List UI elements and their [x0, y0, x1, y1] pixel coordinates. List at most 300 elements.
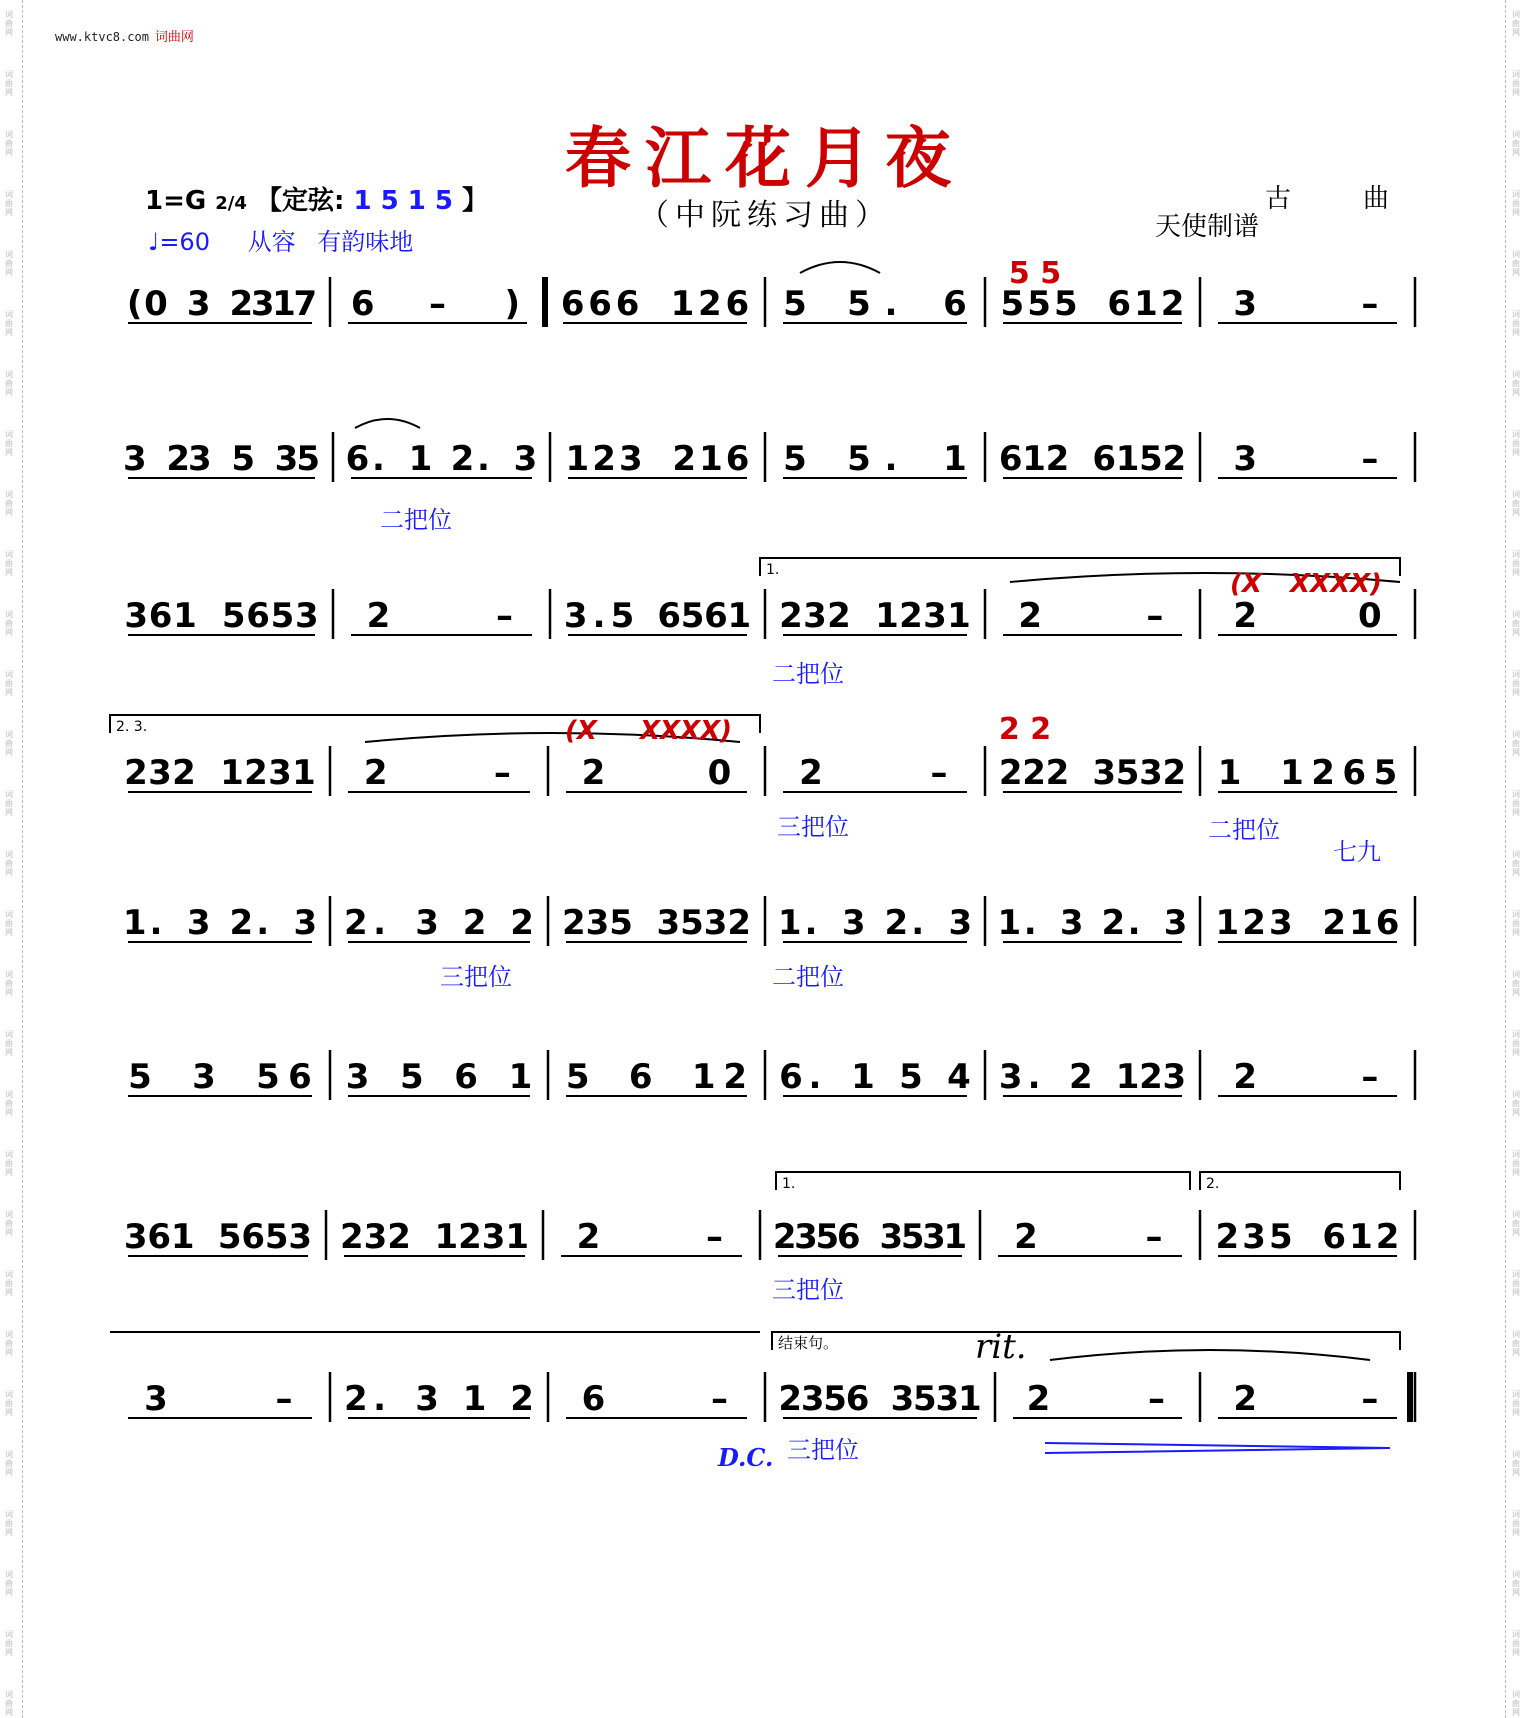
watermark-glyphs: 词 曲 网	[5, 550, 13, 577]
jianpu-note: 2	[1215, 1217, 1240, 1257]
position-annotation: 二把位	[772, 660, 844, 688]
jianpu-note: 2	[698, 284, 722, 324]
watermark-glyphs: 词 曲 网	[1512, 1630, 1520, 1657]
jianpu-note: 2	[344, 903, 368, 943]
jianpu-note: 1	[505, 1217, 530, 1257]
jianpu-note: 1	[122, 903, 147, 943]
jianpu-note: –	[496, 596, 513, 636]
jianpu-note: 3	[1268, 903, 1293, 943]
time-signature: 2/4	[215, 193, 247, 214]
watermark-glyphs: 词 曲 网	[1512, 970, 1520, 997]
jianpu-note: 5	[680, 596, 705, 636]
tuning-label: 【定弦:	[255, 186, 345, 216]
jianpu-note: 3	[345, 1057, 370, 1097]
watermark-glyphs: 词 曲 网	[5, 1570, 13, 1597]
jianpu-note: .	[256, 903, 270, 943]
jianpu-note: 6	[628, 1057, 653, 1097]
watermark-glyphs: 词 曲 网	[1512, 10, 1520, 37]
jianpu-note: 5	[610, 596, 635, 636]
jianpu-note: 1	[1134, 284, 1158, 324]
watermark-glyphs: 词 曲 网	[1512, 850, 1520, 877]
volta-label: 1.	[766, 562, 780, 578]
jianpu-note: 5	[815, 1217, 840, 1257]
jianpu-note: 3	[703, 903, 728, 943]
jianpu-note: 2	[1014, 1217, 1038, 1257]
jianpu-note: –	[711, 1379, 728, 1419]
jianpu-note: 1	[272, 284, 296, 324]
jianpu-note: 6	[615, 284, 640, 324]
site-name[interactable]: 词曲网	[154, 30, 194, 45]
watermark-glyphs: 词 曲 网	[1512, 1510, 1520, 1537]
jianpu-note: 5	[221, 596, 246, 636]
watermark-glyphs: 词 曲 网	[5, 310, 13, 337]
jianpu-note: 5	[565, 1057, 590, 1097]
key-signature: 1=G	[145, 186, 207, 216]
jianpu-note: 2	[827, 596, 851, 636]
fingering-annotation: 七九	[1333, 838, 1381, 866]
jianpu-note: 3	[1059, 903, 1084, 943]
position-annotation: 三把位	[777, 813, 849, 841]
jianpu-note: 2	[339, 1217, 364, 1257]
jianpu-note: 3	[879, 1217, 904, 1257]
expression-1: 从容	[247, 228, 296, 256]
jianpu-note: 1	[1215, 903, 1240, 943]
jianpu-note: 5	[900, 1217, 925, 1257]
jianpu-note: 2	[778, 1379, 803, 1419]
jianpu-note: 5	[783, 439, 807, 479]
song-title: 春江花月夜	[565, 119, 965, 197]
jianpu-note: .	[373, 1379, 387, 1419]
jianpu-note: 5	[296, 439, 321, 479]
tuning-notes: 1 5 1 5	[353, 186, 453, 216]
jianpu-note: 2	[1375, 1217, 1400, 1257]
jianpu-note: 1	[699, 439, 723, 479]
jianpu-note: 5	[1268, 1217, 1293, 1257]
jianpu-note: 5	[899, 1057, 923, 1097]
jianpu-note: 2	[1242, 903, 1266, 943]
jianpu-note: 3	[122, 439, 147, 479]
x-pattern-annotation: (X	[1230, 569, 1262, 599]
jianpu-note: 2	[576, 1217, 601, 1257]
jianpu-note: 2	[1162, 439, 1187, 479]
jianpu-note: 2	[229, 284, 254, 324]
jianpu-note: 2	[450, 439, 475, 479]
jianpu-note: 2	[1322, 903, 1347, 943]
jianpu-note: 3	[415, 903, 439, 943]
jianpu-note: –	[1148, 1379, 1165, 1419]
watermark-glyphs: 词 曲 网	[1512, 70, 1520, 97]
jianpu-note: 2	[1233, 596, 1258, 636]
jianpu-note: 2	[363, 753, 388, 793]
jianpu-note: 2	[244, 753, 268, 793]
site-domain[interactable]: www.ktvc8.com	[55, 30, 149, 44]
jianpu-note: 6	[657, 596, 682, 636]
jianpu-note: 1	[173, 596, 197, 636]
x-pattern-annotation: (X	[565, 716, 597, 746]
jianpu-note: 1	[1280, 753, 1304, 793]
jianpu-note: 6	[581, 1379, 606, 1419]
volta-label: 2. 3.	[116, 719, 148, 735]
jianpu-note: 2	[1018, 596, 1043, 636]
jianpu-note: 5	[270, 596, 295, 636]
jianpu-note: 2	[387, 1217, 411, 1257]
jianpu-note: 3	[288, 1217, 313, 1257]
jianpu-note: 2	[727, 903, 752, 943]
jianpu-note: 1	[220, 753, 244, 793]
jianpu-note: .	[372, 439, 385, 479]
watermark-glyphs: 词 曲 网	[5, 370, 13, 397]
watermark-glyphs: 词 曲 网	[5, 70, 13, 97]
arranger: 天使制谱	[1155, 212, 1260, 242]
jianpu-note: 1	[875, 596, 899, 636]
jianpu-note: 6	[588, 284, 612, 324]
jianpu-note: 5	[400, 1057, 424, 1097]
slur	[800, 262, 880, 273]
jianpu-note: 6	[350, 284, 375, 324]
position-annotation: 二把位	[380, 506, 452, 534]
watermark-glyphs: 词 曲 网	[1512, 130, 1520, 157]
jianpu-note: 3	[1162, 1057, 1187, 1097]
jianpu-note: 2	[779, 596, 803, 636]
jianpu-note: 3	[123, 1217, 148, 1257]
composer: 古曲	[1265, 184, 1462, 214]
jianpu-note: 3	[563, 596, 588, 636]
jianpu-note: 2	[510, 1379, 534, 1419]
jianpu-note: 1	[292, 753, 316, 793]
jianpu-note: 3	[293, 903, 318, 943]
jianpu-note: 6	[454, 1057, 478, 1097]
jianpu-note: 0	[144, 284, 168, 324]
jianpu-note: 3	[922, 1217, 946, 1257]
volta-label: 1.	[782, 1176, 796, 1192]
jianpu-note: 6	[704, 596, 728, 636]
position-annotation: 三把位	[787, 1436, 859, 1464]
jianpu-note: 2	[581, 753, 606, 793]
jianpu-note: 2	[1233, 1379, 1258, 1419]
jianpu-note: 2	[1139, 1057, 1163, 1097]
jianpu-note: 3	[415, 1379, 439, 1419]
jianpu-note: 5	[847, 439, 871, 479]
jianpu-note: 6	[836, 1217, 861, 1257]
watermark-glyphs: 词 曲 网	[1512, 250, 1520, 277]
watermark-glyphs: 词 曲 网	[5, 1510, 13, 1537]
jianpu-note: 2	[1045, 753, 1070, 793]
jianpu-note: .	[1027, 1057, 1041, 1097]
jianpu-note: 0	[707, 753, 732, 793]
watermark-glyphs: 词 曲 网	[1512, 1270, 1520, 1297]
jianpu-note: 7	[293, 284, 318, 324]
watermark-glyphs: 词 曲 网	[1512, 1210, 1520, 1237]
jianpu-note: 1	[170, 1217, 195, 1257]
jianpu-note: 5	[1053, 284, 1078, 324]
jianpu-note: 5	[609, 903, 633, 943]
watermark-glyphs: 词 曲 网	[1512, 790, 1520, 817]
jianpu-note: 6	[1322, 1217, 1347, 1257]
volta-label: 2.	[1206, 1176, 1220, 1192]
watermark-glyphs: 词 曲 网	[5, 850, 13, 877]
jianpu-note: 1	[691, 1057, 716, 1097]
jianpu-note: –	[1361, 439, 1379, 479]
jianpu-note: 3	[1163, 903, 1188, 943]
jianpu-note: .	[592, 596, 606, 636]
jianpu-note: 3	[513, 439, 538, 479]
jianpu-note: 5	[1027, 284, 1051, 324]
jianpu-note: 1	[851, 1057, 875, 1097]
jianpu-note: 2	[561, 903, 586, 943]
watermark-glyphs: 词 曲 网	[5, 730, 13, 757]
jianpu-note: 6	[1375, 903, 1400, 943]
jianpu-note: 3	[294, 596, 319, 636]
jianpu-note: 3	[803, 596, 827, 636]
jianpu-note: 2	[366, 596, 391, 636]
jianpu-note: 2	[723, 1057, 748, 1097]
watermark-glyphs: 词 曲 网	[5, 610, 13, 637]
jianpu-note: 2	[172, 753, 196, 793]
jianpu-note: 3	[363, 1217, 388, 1257]
jianpu-note: 1	[1115, 1057, 1140, 1097]
jianpu-note: 3	[144, 1379, 168, 1419]
watermark-glyphs: 词 曲 网	[1512, 310, 1520, 337]
jianpu-note: .	[1023, 903, 1037, 943]
jianpu-note: 2	[124, 753, 148, 793]
watermark-glyphs: 词 曲 网	[1512, 370, 1520, 397]
jianpu-note: 6	[345, 439, 370, 479]
jianpu-note: 3	[250, 284, 275, 324]
watermark-glyphs: 词 曲 网	[5, 1030, 13, 1057]
watermark-glyphs: 词 曲 网	[5, 1390, 13, 1417]
jianpu-note: 5	[264, 1217, 289, 1257]
watermark-glyphs: 词 曲 网	[1512, 670, 1520, 697]
slur	[355, 419, 420, 428]
jianpu-note: 2	[229, 903, 254, 943]
jianpu-note: 3	[656, 903, 681, 943]
watermark-glyphs: 词 曲 网	[5, 1330, 13, 1357]
jianpu-note: )	[504, 284, 521, 324]
jianpu-note: .	[149, 903, 163, 943]
jianpu-note: 2	[1311, 753, 1335, 793]
jianpu-note: –	[1361, 1379, 1379, 1419]
jianpu-note: 1	[434, 1217, 459, 1257]
watermark-glyphs: 词 曲 网	[1512, 1570, 1520, 1597]
jianpu-note: 1	[1349, 1217, 1373, 1257]
jianpu-note: 5	[823, 1379, 847, 1419]
jianpu-note: 3	[998, 1057, 1023, 1097]
jianpu-note: 2	[1022, 753, 1046, 793]
position-annotation: 二把位	[772, 963, 844, 991]
jianpu-note: 2	[899, 596, 923, 636]
jianpu-note: 5	[231, 439, 256, 479]
jianpu-note: 1	[1022, 439, 1046, 479]
volta-bracket	[772, 1332, 1400, 1350]
watermark-glyphs: 词 曲 网	[1512, 190, 1520, 217]
jianpu-note: 2	[458, 1217, 482, 1257]
jianpu-note: 2	[672, 439, 697, 479]
jianpu-note: 6	[845, 1379, 870, 1419]
watermark-glyphs: 词 曲 网	[5, 1450, 13, 1477]
watermark-glyphs: 词 曲 网	[1512, 610, 1520, 637]
jianpu-note: 6	[241, 1217, 266, 1257]
jianpu-note: 1	[565, 439, 590, 479]
jianpu-note: 6	[779, 1057, 803, 1097]
jianpu-note: –	[1146, 596, 1164, 636]
jianpu-note: 3	[935, 1379, 960, 1419]
jianpu-note: 5	[128, 1057, 152, 1097]
jianpu-note: –	[1145, 1217, 1163, 1257]
jianpu-note: 1	[997, 903, 1022, 943]
jianpu-note: .	[884, 284, 898, 324]
jianpu-note: 6	[560, 284, 585, 324]
watermark-glyphs: 词 曲 网	[5, 10, 13, 37]
volta-bracket	[776, 1172, 1190, 1190]
jianpu-note: 2	[344, 1379, 368, 1419]
jianpu-note: 2	[772, 1217, 797, 1257]
jianpu-note: 3	[187, 439, 212, 479]
jianpu-note: 3	[268, 753, 292, 793]
jianpu-note: 5	[680, 903, 704, 943]
jianpu-note: 3	[800, 1379, 825, 1419]
watermark-glyphs: 词 曲 网	[5, 190, 13, 217]
jianpu-note: 5	[783, 284, 807, 324]
jianpu-note: (	[126, 284, 143, 324]
jianpu-note: .	[808, 1057, 822, 1097]
jianpu-note: 3	[948, 903, 973, 943]
tuning-close: 】	[462, 186, 489, 216]
jianpu-note: 3	[1139, 753, 1163, 793]
jianpu-note: –	[706, 1217, 723, 1257]
jianpu-note: 1	[947, 596, 971, 636]
jianpu-note: 6	[943, 284, 967, 324]
double-stop-annotation: 2 2	[998, 712, 1052, 747]
jianpu-note: 4	[947, 1057, 971, 1097]
jianpu-note: .	[477, 439, 490, 479]
watermark-glyphs: 词 曲 网	[5, 790, 13, 817]
jianpu-note: 5	[1139, 439, 1163, 479]
jianpu-note: 1	[408, 439, 433, 479]
jianpu-note: 5	[256, 1057, 280, 1097]
rit-marking: rit.	[975, 1327, 1027, 1367]
jianpu-note: 6	[246, 596, 270, 636]
x-pattern-annotation: XXXX)	[1290, 569, 1383, 599]
watermark-glyphs: 词 曲 网	[1512, 1030, 1520, 1057]
jianpu-note: 3	[124, 596, 149, 636]
watermark-glyphs: 词 曲 网	[1512, 1330, 1520, 1357]
jianpu-note: 6	[148, 596, 173, 636]
jianpu-note: 3	[481, 1217, 506, 1257]
jianpu-note: 1	[943, 439, 967, 479]
jianpu-note: 0	[1357, 596, 1382, 636]
jianpu-note: 6	[1107, 284, 1132, 324]
jianpu-note: –	[275, 1379, 293, 1419]
jianpu-note: 2	[592, 439, 616, 479]
jianpu-note: 2	[1068, 1057, 1093, 1097]
jianpu-note: 2	[1162, 753, 1187, 793]
song-subtitle: （中阮练习曲）	[639, 198, 891, 233]
watermark-glyphs: 词 曲 网	[5, 430, 13, 457]
jianpu-note: 2	[1233, 1057, 1258, 1097]
jianpu-note: 1	[1349, 903, 1373, 943]
jianpu-note: 2	[1160, 284, 1185, 324]
jianpu-note: 3	[186, 903, 211, 943]
watermark-glyphs: 词 曲 网	[1512, 910, 1520, 937]
position-annotation: 二把位	[1208, 816, 1280, 844]
jianpu-note: –	[493, 753, 511, 793]
jianpu-note: 3	[890, 1379, 915, 1419]
jianpu-note: 6	[725, 284, 750, 324]
jianpu-note: 1	[727, 596, 752, 636]
jianpu-note: 3	[794, 1217, 818, 1257]
jianpu-note: 6	[725, 439, 750, 479]
jianpu-note: 2	[1045, 439, 1070, 479]
jianpu-note: .	[373, 903, 387, 943]
jianpu-note: 3	[192, 1057, 216, 1097]
jianpu-note: 3	[1092, 753, 1117, 793]
jianpu-note: –	[1361, 1057, 1379, 1097]
jianpu-note: 2	[166, 439, 191, 479]
jianpu-note: .	[804, 903, 818, 943]
jianpu-note: 3	[923, 596, 947, 636]
jianpu-note: 6	[147, 1217, 172, 1257]
jianpu-note: 1	[462, 1379, 487, 1419]
watermark-glyphs: 词 曲 网	[5, 1630, 13, 1657]
tie	[1050, 1350, 1370, 1360]
jianpu-note: .	[884, 439, 898, 479]
watermark-glyphs: 词 曲 网	[5, 250, 13, 277]
tempo-value: ♩=60	[148, 228, 210, 256]
watermark-glyphs: 词 曲 网	[5, 1090, 13, 1117]
watermark-glyphs: 词 曲 网	[5, 970, 13, 997]
watermark-glyphs: 词 曲 网	[5, 1210, 13, 1237]
jianpu-note: 3	[148, 753, 172, 793]
jianpu-note: 1	[957, 1379, 982, 1419]
jianpu-note: .	[1127, 903, 1141, 943]
watermark-glyphs: 词 曲 网	[1512, 1390, 1520, 1417]
watermark-glyphs: 词 曲 网	[5, 1690, 13, 1717]
watermark-glyphs: 词 曲 网	[1512, 1090, 1520, 1117]
watermark-glyphs: 词 曲 网	[1512, 490, 1520, 517]
jianpu-note: –	[1361, 284, 1379, 324]
jianpu-note: 1	[508, 1057, 533, 1097]
watermark-glyphs: 词 曲 网	[1512, 1690, 1520, 1717]
watermark-glyphs: 词 曲 网	[5, 1150, 13, 1177]
volta-bracket	[1200, 1172, 1400, 1190]
watermark-glyphs: 词 曲 网	[1512, 1150, 1520, 1177]
jianpu-note: 1	[670, 284, 695, 324]
jianpu-note: 1	[1115, 439, 1140, 479]
jianpu-note: 6	[1342, 753, 1367, 793]
jianpu-note: 5	[1115, 753, 1140, 793]
jianpu-note: 1	[777, 903, 802, 943]
watermark-glyphs: 词 曲 网	[1512, 550, 1520, 577]
double-stop-annotation: 5 5	[1008, 256, 1062, 291]
jianpu-note: 3	[1242, 1217, 1266, 1257]
jianpu-note: 6	[1092, 439, 1117, 479]
watermark-glyphs: 词 曲 网	[1512, 730, 1520, 757]
jianpu-note: 2	[884, 903, 909, 943]
jianpu-note: 2	[510, 903, 534, 943]
jianpu-note: 1	[1217, 753, 1242, 793]
jianpu-note: 2	[799, 753, 823, 793]
jianpu-note: 5	[217, 1217, 242, 1257]
watermark-glyphs: 词 曲 网	[5, 1270, 13, 1297]
expression-2: 有韵味地	[317, 228, 414, 256]
jianpu-note: 3	[1233, 284, 1258, 324]
jianpu-note: 3	[274, 439, 299, 479]
watermark-glyphs: 词 曲 网	[1512, 430, 1520, 457]
watermark-glyphs: 词 曲 网	[5, 670, 13, 697]
x-pattern-annotation: XXXX)	[640, 716, 733, 746]
jianpu-note: –	[429, 284, 446, 324]
jianpu-note: 2	[1026, 1379, 1051, 1419]
